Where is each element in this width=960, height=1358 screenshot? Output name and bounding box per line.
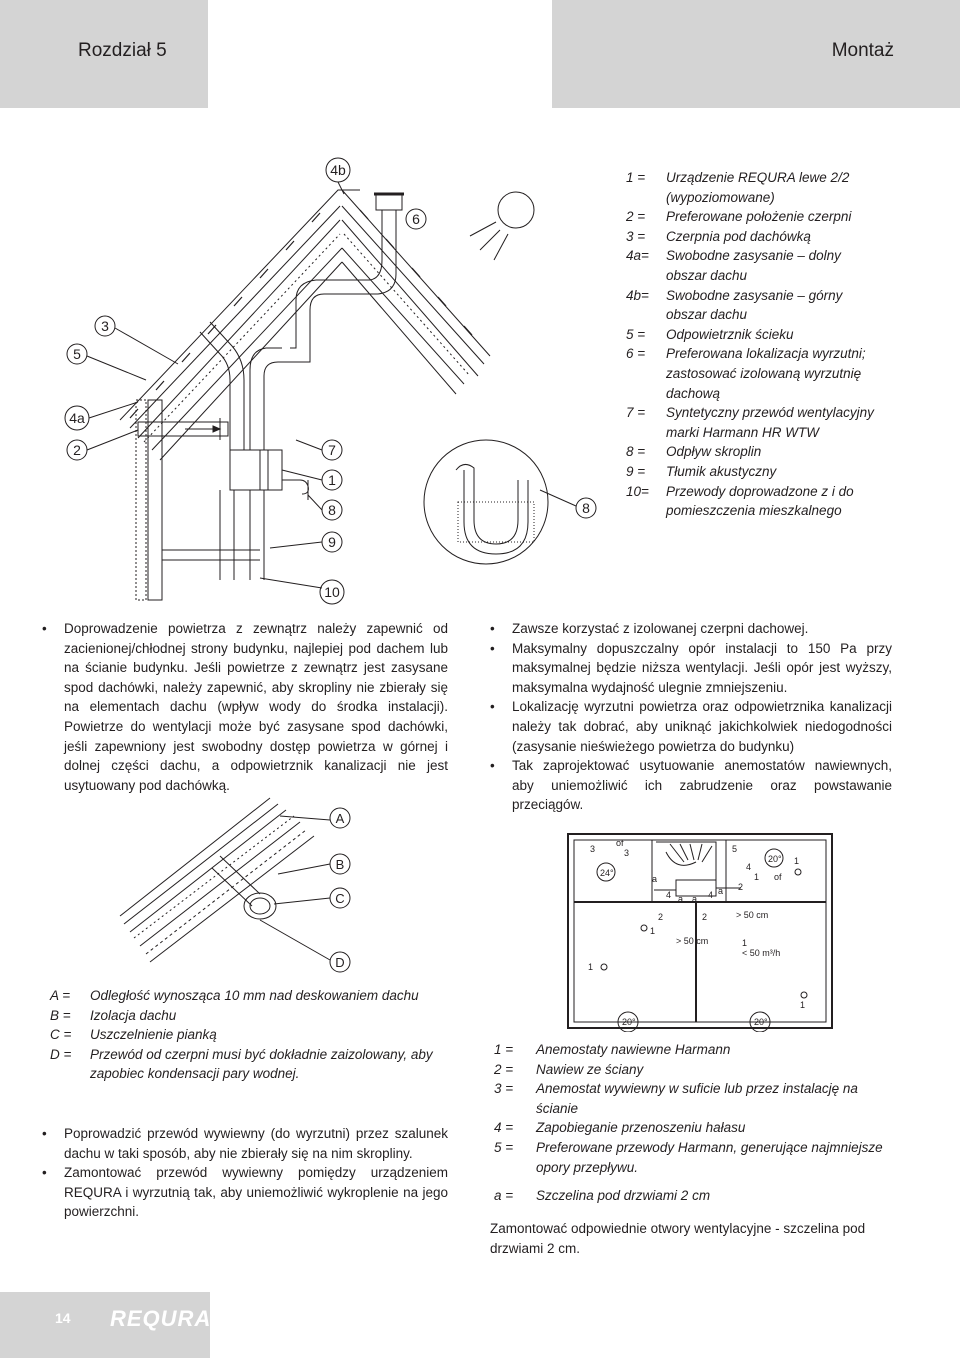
legend-value: Swobodne zasysanie – dolny obszar dachu bbox=[666, 248, 841, 283]
legend-value: Nawiew ze ściany bbox=[536, 1061, 644, 1077]
legend-key: 2 = bbox=[626, 209, 646, 225]
legend-key: 5 = bbox=[494, 1139, 514, 1155]
legend-key: 9 = bbox=[626, 463, 646, 479]
label-2: 2 bbox=[73, 442, 81, 458]
label-5: 5 bbox=[73, 346, 81, 362]
sun-icon bbox=[470, 192, 534, 260]
legend-value: Urządzenie REQURA lewe 2/2 (wypoziomowane) bbox=[666, 170, 850, 205]
plan-label: 1 bbox=[742, 938, 748, 948]
page-number: 14 bbox=[55, 1310, 71, 1326]
stairs bbox=[656, 842, 716, 882]
legend-row bbox=[494, 1040, 894, 1060]
legend-key: B = bbox=[50, 1007, 71, 1023]
legend-value: Zapobieganie przenoszeniu hałasu bbox=[536, 1120, 746, 1136]
label-D: D bbox=[335, 955, 345, 970]
legend-row bbox=[626, 286, 882, 325]
intake-duct bbox=[138, 418, 228, 440]
bullet-item: • Zamontować przewód wywiewny pomiędzy urządzeniem REQURA i wyrzutnią tak, aby uniemożliwić wykroplenie na jego powierzchni. bbox=[40, 1163, 448, 1222]
plan-label: a bbox=[718, 886, 724, 896]
legend-row bbox=[494, 1060, 894, 1080]
legend-row bbox=[626, 246, 882, 285]
plan-label: 1 bbox=[754, 872, 760, 882]
legend-key: 4b= bbox=[626, 287, 649, 303]
legend-key: a = bbox=[494, 1188, 514, 1203]
plan-label: 4 bbox=[746, 862, 752, 872]
plan-label: of bbox=[774, 872, 782, 882]
plan-label: 20° bbox=[622, 1017, 636, 1027]
bullet-item: • Doprowadzenie powietrza z zewnątrz należy zapewnić od zacienionej/chłodnej strony budynku, najlepiej pod dachem lub na ścianie budynku. Jeśli powietrze z zewnątrz jest zasysane spod dachówki, należy zapewnić, aby skropliny nie zbierały się na elementach dachu (wpływ wody do środka instalacji). Powietrze do wentylacji może być zasysane spod dachówki, jeśli zapewniony jest swobodny dostęp powietrza w górnej i dolnej części dachu, a odpowietrznik kanalizacji nie jest usytuowany pod dachówką. bbox=[40, 619, 448, 795]
siphon-detail bbox=[424, 440, 548, 564]
header-section-box bbox=[552, 0, 960, 108]
legend-value: Preferowane przewody Harmann, generujące najmniejsze opory przepływu. bbox=[536, 1139, 883, 1175]
legend-row bbox=[50, 1006, 460, 1026]
plan-label: 1 bbox=[800, 1000, 806, 1010]
plan-label: 1 bbox=[650, 926, 656, 936]
label-1: 1 bbox=[328, 472, 336, 488]
detail-callouts bbox=[260, 808, 350, 972]
header-chapter-box bbox=[0, 0, 208, 108]
plan-label: 2 bbox=[658, 912, 664, 922]
legend-key: 6 = bbox=[626, 346, 646, 362]
legend-key: C = bbox=[50, 1027, 72, 1043]
label-4b: 4b bbox=[330, 162, 346, 178]
label-8-detail: 8 bbox=[582, 500, 590, 516]
legend-row bbox=[626, 482, 882, 521]
plan-label: 1 bbox=[794, 856, 800, 866]
label-B: B bbox=[335, 857, 345, 872]
legend-key: 1 = bbox=[626, 170, 646, 185]
plan-label: > 50 cm bbox=[676, 936, 709, 946]
plan-label: < 50 m³/h bbox=[742, 948, 781, 958]
label-9: 9 bbox=[328, 534, 336, 550]
plan-label: a bbox=[678, 894, 684, 904]
legend-key: 3 = bbox=[626, 228, 646, 244]
chapter-title: Rozdział 5 bbox=[78, 40, 167, 61]
label-A: A bbox=[335, 811, 345, 826]
plan-label: 2 bbox=[702, 912, 708, 922]
bullets-bottom-left bbox=[40, 1124, 448, 1222]
plan-label: 4 bbox=[708, 890, 714, 900]
plan-label: 2 bbox=[738, 882, 744, 892]
legend-row bbox=[626, 344, 882, 403]
legend-value: Preferowana lokalizacja wyrzutni; zastosować izolowaną wyrzutnię dachową bbox=[666, 346, 866, 401]
label-7: 7 bbox=[328, 442, 336, 458]
label-6: 6 bbox=[412, 211, 420, 227]
bullets-right bbox=[488, 619, 892, 815]
legend-key: 2 = bbox=[494, 1061, 514, 1077]
label-4a: 4a bbox=[69, 410, 85, 426]
legend-value: Przewody doprowadzone z i do pomieszczenia mieszkalnego bbox=[666, 483, 854, 519]
legend-value: Tłumik akustyczny bbox=[666, 463, 777, 479]
roof-left-slope bbox=[120, 190, 360, 460]
roof-layers bbox=[120, 798, 314, 962]
legend-plan bbox=[494, 1040, 894, 1177]
plan-label: 4 bbox=[666, 890, 672, 900]
callouts bbox=[65, 158, 596, 604]
legend-value: Anemostaty nawiewne Harmann bbox=[536, 1042, 731, 1057]
legend-key: 4 = bbox=[494, 1120, 514, 1136]
legend-key: 7 = bbox=[626, 405, 646, 421]
legend-row bbox=[50, 1025, 460, 1045]
legend-row bbox=[626, 227, 882, 247]
legend-plan-a bbox=[494, 1186, 894, 1206]
legend-row bbox=[626, 207, 882, 227]
roof-ventilation-diagram bbox=[60, 150, 610, 610]
bullet-item: • Zawsze korzystać z izolowanej czerpni dachowej. bbox=[488, 619, 892, 639]
legend-key: A = bbox=[50, 988, 71, 1003]
plan-label: of bbox=[616, 838, 624, 848]
legend-value: Izolacja dachu bbox=[90, 1007, 177, 1023]
section-title: Montaż bbox=[831, 40, 894, 61]
legend-row bbox=[494, 1118, 894, 1138]
outer-wall bbox=[136, 400, 260, 600]
roof-tiles bbox=[130, 210, 472, 418]
plan-label: 5 bbox=[732, 844, 738, 854]
plan-label: 20° bbox=[754, 1017, 768, 1027]
legend-value: Przewód od czerpni musi być dokładnie zaizolowany, aby zapobiec kondensacji pary wodnej. bbox=[90, 1046, 433, 1082]
legend-main bbox=[626, 168, 882, 521]
legend-value: Odległość wynosząca 10 mm nad deskowaniem dachu bbox=[90, 988, 419, 1003]
legend-row bbox=[626, 325, 882, 345]
legend-key: 10= bbox=[626, 483, 649, 499]
plan-label: 20° bbox=[768, 854, 782, 864]
legend-row bbox=[50, 1045, 460, 1084]
roof-detail-diagram bbox=[110, 796, 370, 976]
floor-plan-diagram bbox=[566, 832, 836, 1032]
plan-label: a bbox=[692, 894, 698, 904]
legend-row bbox=[494, 1079, 894, 1118]
bullet-item: • Lokalizację wyrzutni powietrza oraz odpowietrznika kanalizacji należy tak dobrać, aby uniknąć jakichkolwiek niedogodności (zasysanie nieświeżego powietrza do budynku) bbox=[488, 697, 892, 756]
legend-key: D = bbox=[50, 1046, 72, 1062]
legend-key: 1 = bbox=[494, 1042, 514, 1057]
bullets-left bbox=[40, 619, 448, 795]
legend-value: Preferowane położenie czerpni bbox=[666, 209, 852, 225]
legend-value: Uszczelnienie pianką bbox=[90, 1027, 217, 1043]
bullet-item: • Tak zaprojektować usytuowanie anemostatów nawiewnych, aby uniemożliwić ich zabrudzenie oraz powstawanie przeciągów. bbox=[488, 756, 892, 815]
label-10: 10 bbox=[324, 584, 340, 600]
legend-row bbox=[50, 986, 460, 1006]
plan-label: 3 bbox=[624, 848, 630, 858]
legend-value: Swobodne zasysanie – górny obszar dachu bbox=[666, 287, 843, 323]
legend-value: Anemostat wywiewny w suficie lub przez instalację na ścianie bbox=[536, 1081, 858, 1116]
legend-key: 4a= bbox=[626, 248, 649, 264]
legend-row bbox=[626, 168, 882, 207]
legend-value: Odpływ skroplin bbox=[666, 444, 762, 460]
legend-row bbox=[626, 462, 882, 482]
plan-label: 1 bbox=[588, 962, 594, 972]
bullet-item: • Maksymalny dopuszczalny opór instalacji to 150 Pa przy maksymalnej będzie niższa wentylacji. Jeśli opór jest wyższy, maksymalna wydajność ulegnie zmniejszeniu. bbox=[488, 639, 892, 698]
label-C: C bbox=[335, 891, 345, 906]
plan-label: 24° bbox=[600, 868, 614, 878]
legend-value: Szczelina pod drzwiami 2 cm bbox=[536, 1188, 711, 1203]
legend-value: Syntetyczny przewód wentylacyjny marki Harmann HR WTW bbox=[666, 405, 874, 440]
legend-key: 5 = bbox=[626, 326, 646, 342]
plan-label: 3 bbox=[590, 844, 596, 854]
legend-row bbox=[626, 442, 882, 462]
requra-logo: REQURA bbox=[110, 1306, 212, 1331]
label-8: 8 bbox=[328, 502, 336, 518]
legend-value: Odpowietrznik ścieku bbox=[666, 326, 794, 342]
legend-roof bbox=[50, 986, 460, 1084]
bullet-item: • Poprowadzić przewód wywiewny (do wyrzutni) przez szalunek dachu w taki sposób, aby nie zbierały się na nim skropliny. bbox=[40, 1124, 448, 1163]
plan-note: Zamontować odpowiednie otwory wentylacyjne - szczelina pod drzwiami 2 cm. bbox=[490, 1221, 866, 1256]
legend-key: 3 = bbox=[494, 1081, 514, 1097]
legend-key: 8 = bbox=[626, 444, 646, 460]
legend-row bbox=[626, 403, 882, 442]
label-3: 3 bbox=[101, 318, 109, 334]
legend-value: Czerpnia pod dachówką bbox=[666, 228, 811, 244]
plan-label: > 50 cm bbox=[736, 910, 769, 920]
plan-label: a bbox=[652, 874, 658, 884]
legend-row bbox=[494, 1138, 894, 1177]
